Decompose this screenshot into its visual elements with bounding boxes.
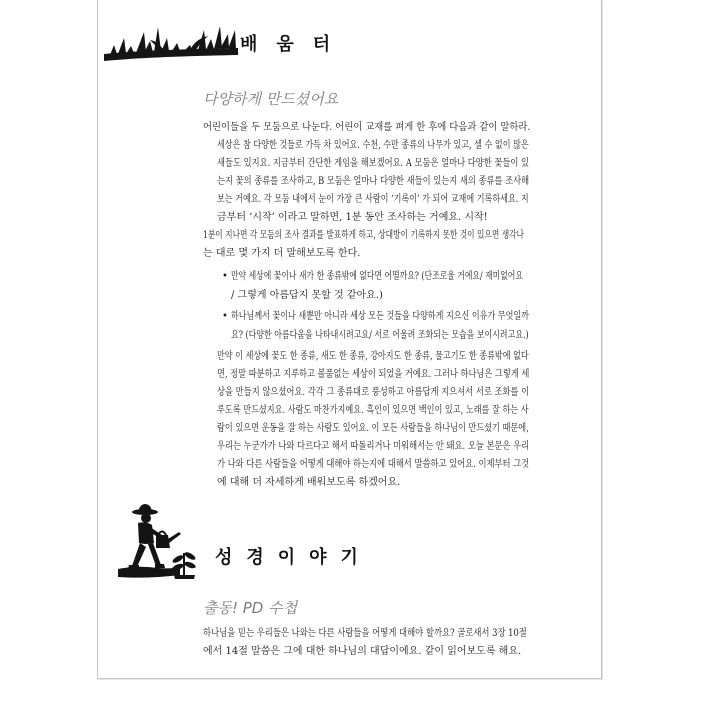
- text-line-content: 만약 이 세상에 꽃도 한 종류, 새도 한 종류, 강아지도 한 종류, 물고기도 한 종류밖에 없다: [217, 351, 529, 362]
- plant-leaf: [172, 554, 185, 565]
- teacher-script-2: [217, 348, 529, 492]
- text-line: [203, 119, 530, 137]
- question-item: [222, 307, 529, 345]
- watering-can-handle: [158, 532, 166, 536]
- section-title-pd-notebook: 출동! PD 수첩: [203, 599, 298, 617]
- text-line: [217, 402, 529, 420]
- text-line: [217, 348, 529, 366]
- hat-crown: [138, 504, 152, 512]
- bullet-marker: •: [222, 271, 228, 282]
- bullet-marker: •: [222, 311, 228, 322]
- question-text: [231, 267, 523, 305]
- text-line-content: 하나님을 믿는 우리들은 나와는 다른 사람들을 어떻게 대해야 할까요? 골로새서 3장 10절: [203, 628, 527, 639]
- text-line: [217, 456, 529, 474]
- text-line-content: 어린이들을 두 모둠으로 나눈다. 어린이 교재를 펴게 한 후에 다음과 같이 말하라.: [203, 122, 531, 133]
- text-line-content: 하나님께서 꽃이나 새뿐만 아니라 세상 모든 것들을 다양하게 지으신 이유가 무엇일까: [231, 311, 529, 322]
- section-title-diversity: 다양하게 만드셨어요: [203, 90, 339, 108]
- farmer-illustration: [118, 503, 198, 581]
- text-line: [231, 267, 523, 286]
- plant-soil: [174, 575, 195, 579]
- text-line: [231, 286, 523, 305]
- text-line-content: 가 나와 다른 사람들을 어떻게 대해야 하는지에 대해서 말씀하고 있어요. 이제부터 그것: [217, 459, 530, 470]
- text-line: [217, 173, 529, 191]
- question-text: [231, 307, 529, 345]
- watering-can-spout: [168, 532, 181, 543]
- text-line: [203, 227, 524, 245]
- instruction-paragraph: [203, 227, 524, 263]
- text-line-content: 세상은 참 다양한 것들로 가득 차 있어요. 수천, 수만 종류의 나무가 있고, 셀 수 없이 많은: [217, 140, 529, 151]
- text-line: [217, 384, 529, 402]
- text-line: [203, 625, 527, 643]
- text-line-content: 우리는 누군가가 나와 다르다고 해서 따돌리거나 미워해서는 안 돼요. 오늘 본문은 우리: [217, 441, 530, 452]
- text-line-content: 는지 꽃의 종류를 조사하고, B 모둠은 얼마나 다양한 새들이 있는지 새의 종류를 조사해: [217, 176, 530, 187]
- text-line: [217, 191, 529, 209]
- text-line: [217, 137, 529, 155]
- text-line-content: / 그렇게 아름답지 못할 것 같아요.): [231, 290, 383, 301]
- banner-title-learning: 배움터: [240, 34, 350, 55]
- watering-can-body: [156, 535, 170, 548]
- text-line: [217, 209, 529, 227]
- text-line-content: 는 대로 몇 가지 더 말해보도록 한다.: [203, 248, 361, 259]
- farmer-boot: [155, 564, 165, 568]
- text-line-content: 에서 14절 말씀은 그에 대한 하나님의 대답이에요. 같이 읽어보도록 해요.: [203, 646, 522, 657]
- farmer-head: [141, 513, 151, 523]
- text-line: [217, 366, 529, 384]
- text-line-content: 요? (다양한 아름다움을 나타내시려고요/ 서로 어울려 조화되는 모습을 보이시려고요.): [231, 330, 529, 341]
- text-line-content: 1분이 지나면 각 모둠의 조사 결과를 발표하게 하고, 상대방이 기록하지 못한 것이 있으면 생각나: [203, 230, 524, 241]
- text-line: [203, 245, 524, 263]
- ground: [118, 567, 180, 578]
- teacher-script-1: [217, 137, 529, 227]
- banner-title-bible-story: 성경이야기: [215, 547, 372, 568]
- intro-paragraph: [203, 119, 530, 137]
- text-line: [203, 643, 527, 661]
- text-line: [231, 307, 529, 326]
- text-line: [217, 438, 529, 456]
- text-line-content: 새들도 있지요. 지금부터 간단한 게임을 해보겠어요. A 모둠은 얼마나 다양한 꽃들이 있: [217, 158, 529, 169]
- watering-can: [156, 532, 181, 549]
- text-line: [231, 326, 529, 345]
- text-line: [217, 420, 529, 438]
- text-line-content: 루도록 만드셨지요. 사람도 마찬가지예요. 흑인이 있으면 백인이 있고, 노래를 잘 하는 사: [217, 405, 529, 416]
- text-line-content: 에 대해 더 자세하게 배워보도록 하겠어요.: [217, 477, 401, 488]
- text-line-content: 람이 있으면 운동을 잘 하는 사람도 있어요. 이 모든 사람들을 하나님이 만드셨기 때문에,: [217, 423, 529, 434]
- text-line-content: 보는 거예요. 각 모둠 내에서 눈이 가장 큰 사람이 ‘기록이’ 가 되어 교재에 기록하세요. 지: [217, 194, 529, 205]
- text-line-content: 만약 세상에 꽃이나 새가 한 종류밖에 없다면 어떨까요? (단조로울 거에요/ 재미없어요: [231, 271, 523, 282]
- farmer-leg: [132, 543, 146, 567]
- text-line-content: 면, 정말 따분하고 지루하고 볼품없는 세상이 되었을 거예요. 그러나 하나님은 그렇게 세: [217, 369, 530, 380]
- text-line-content: 상을 만들지 않으셨어요. 각각 그 종류대로 풍성하고 아름답게 지으셔서 서로 조화를 이: [217, 387, 530, 398]
- text-line-content: 금부터 ‘시작’ 이라고 말하면, 1분 동안 조사하는 거예요. 시작!: [217, 212, 488, 223]
- plant-leaf: [183, 561, 196, 570]
- text-line: [217, 474, 529, 492]
- plant-leaf: [184, 551, 197, 562]
- question-item: [222, 267, 523, 305]
- grass-illustration: [104, 24, 238, 64]
- bible-story-paragraph: [203, 625, 527, 661]
- text-line: [217, 155, 529, 173]
